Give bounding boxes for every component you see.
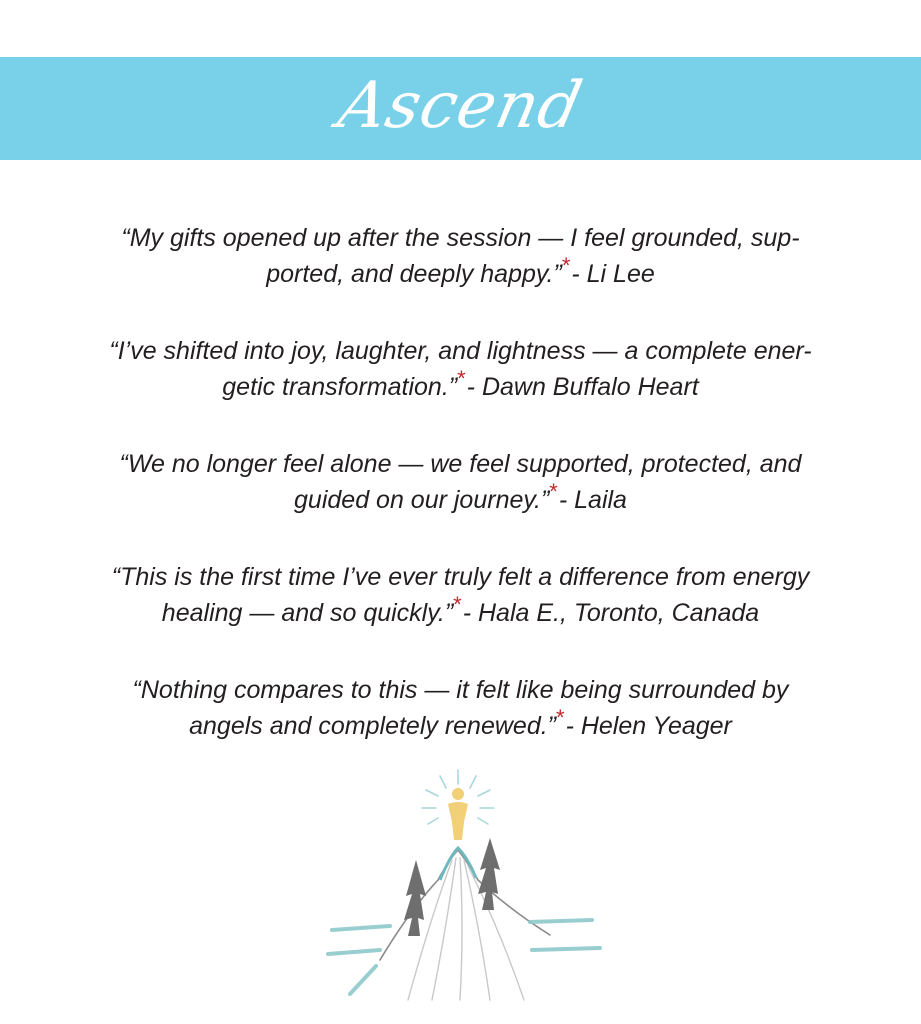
testimonial-line-2: [40, 479, 881, 519]
testimonial-item: [40, 333, 881, 405]
mountain-ascension-illustration: [320, 760, 610, 1010]
testimonial-quote-end: getic transformation.”: [222, 373, 458, 401]
asterisk-marker: *: [561, 253, 571, 278]
asterisk-marker: *: [556, 705, 565, 730]
testimonial-line-1: “We no longer feel alone — we feel supported, protected, and: [119, 450, 802, 478]
testimonial-quote-end: healing — and so quickly.”: [161, 599, 454, 627]
mountain-paths: [408, 858, 524, 1000]
testimonial-line-2: [40, 366, 881, 406]
testimonial-line-1: “I’ve shifted into joy, laughter, and lightness — a complete ener-: [109, 337, 812, 365]
asterisk-marker: *: [453, 592, 462, 617]
asterisk-marker: *: [549, 479, 558, 504]
ascending-figure: [448, 788, 468, 840]
testimonial-item: [40, 446, 881, 518]
testimonial-line-2: [40, 705, 881, 745]
water-streaks: [328, 920, 600, 994]
testimonial-item: [40, 672, 881, 744]
banner-title: Ascend: [332, 68, 589, 143]
testimonial-line-1: “This is the first time I’ve ever truly felt a difference from energy: [111, 563, 810, 591]
title-banner: [0, 57, 921, 160]
testimonial-author: - Dawn Buffalo Heart: [466, 373, 699, 401]
mountain-illustration-svg: [320, 760, 610, 1010]
testimonial-author: - Laila: [558, 486, 627, 514]
testimonial-line-1: “Nothing compares to this — it felt like being surrounded by: [132, 676, 789, 704]
testimonial-line-2: [40, 253, 881, 293]
testimonial-item: [40, 559, 881, 631]
testimonial-line-2: [40, 592, 881, 632]
testimonial-quote-end: ported, and deeply happy.”: [266, 260, 562, 288]
testimonial-author: - Hala E., Toronto, Canada: [462, 599, 760, 627]
testimonial-line-1: “My gifts opened up after the session — I feel grounded, sup-: [121, 224, 800, 252]
testimonials-list: [40, 220, 881, 785]
testimonial-author: - Helen Yeager: [565, 712, 732, 740]
testimonial-quote-end: guided on our journey.”: [294, 486, 550, 514]
asterisk-marker: *: [457, 366, 466, 391]
testimonial-quote-end: angels and completely renewed.”: [189, 712, 556, 740]
testimonial-item: [40, 220, 881, 292]
testimonial-author: - Li Lee: [571, 260, 655, 288]
mountain-peak: [440, 848, 476, 880]
